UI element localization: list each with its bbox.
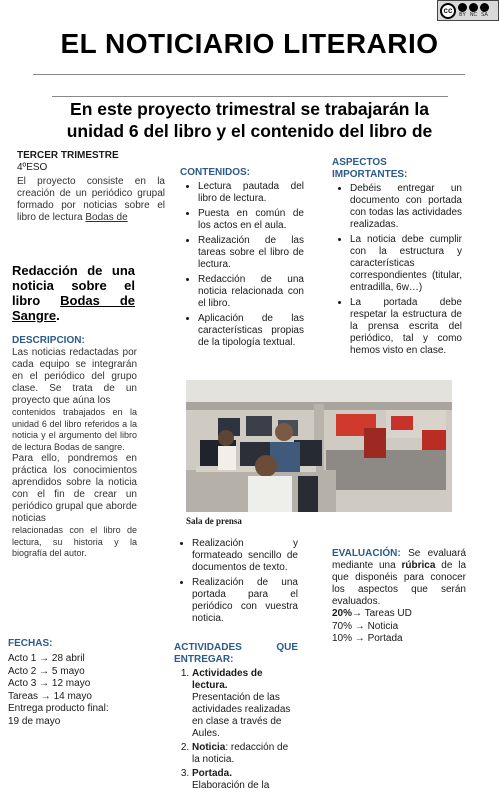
project-headline: Redacción de una noticia sobre el libro Bodas de Sangre. [12,263,135,323]
evaluacion-heading: EVALUACIÓN: [332,548,401,559]
nc-icon: NC [469,3,478,18]
aspectos-section [332,157,462,360]
descripcion-text-b: contenidos trabajados en la unidad 6 del libro referidos a la noticia y el argumento del libro de lectura Bodas de sangre. [12,407,137,452]
fechas-section [8,638,148,728]
rubrica-link[interactable]: rúbrica [401,560,436,571]
actividades-section [174,642,298,794]
evaluacion-section [332,548,466,646]
newsroom-photo-image [186,380,452,512]
descripcion-text-c: Para ello, pondremos en práctica los conocimientos aprendidos sobre la noticia con el fin de crear un periódico grupal que aborde noticias [12,453,137,524]
cc-icon: cc [440,3,456,19]
intro-link[interactable]: Bodas de [85,212,128,223]
fecha-item: Acto 3 → 12 mayo [8,678,91,689]
list-item: • Puesta en común de los actos en el aula. [198,208,304,232]
intro-text: El proyecto consiste en la creación de un periódico grupal formado por noticias sobre el libro de lectura Bodas de [17,176,165,223]
list-item: • Debéis entregar un documento con portada con todas las actividades realizadas. [350,183,462,231]
list-item: • Realización y formateado sencillo de documentos de texto. [192,538,298,574]
list-item: 1. Actividades de lectura. Presentación de las actividades realizadas en clase a través de Aules. [192,668,298,740]
fecha-item: Entrega producto final: [8,703,109,714]
fecha-item: Acto 1 → 28 abril [8,653,85,664]
descripcion-heading: DESCRIPCION: [12,335,85,346]
weight-item: 10% → Portada [332,633,403,644]
sa-icon: SA [480,3,489,18]
list-item: 2. Noticia: redacción de la noticia. [192,742,298,766]
list-item: • La noticia debe cumplir con la estructura y características correspondientes (titular, entradilla, 6w…) [350,234,462,294]
grade-label: 4ºESO [17,162,48,173]
contenidos-list [180,181,304,349]
aspectos-list [332,183,462,357]
term-label: TERCER TRIMESTRE [17,150,119,161]
subtitle-rule [52,96,448,97]
contenidos-list-2 [174,538,298,625]
contenidos-heading: CONTENIDOS: [180,167,250,178]
left-column-top [17,150,165,224]
list-item: 3. Portada. Elaboración de la [192,768,298,792]
list-item: • Realización de una portada para el periódico con vuestra noticia. [192,577,298,625]
evaluacion-text: EVALUACIÓN: Se evaluará mediante una rúbrica de la que disponéis para conocer los aspectos que serán evaluados. [332,548,467,607]
fechas-heading: FECHAS: [8,638,53,649]
newsroom-photo [186,380,452,512]
descripcion-section [12,335,137,560]
weight-item: 70% → Noticia [332,620,399,632]
by-icon: BY [458,3,467,18]
subtitle [0,98,499,142]
descripcion-text-d: relacionadas con el libro de lectura, su historia y la biografía del autor. [12,525,137,558]
actividades-list [174,668,298,792]
license-badge[interactable] [437,0,499,21]
subtitle-line-2: unidad 6 del libro y el contenido del libro de [66,121,433,141]
list-item: • La portada debe respetar la estructura de la prensa escrita del periódico, tal y como hemos visto en clase. [350,297,462,357]
fecha-item: 19 de mayo [8,715,61,727]
title-rule [33,74,465,75]
actividades-heading: ACTIVIDADES QUE ENTREGAR: [174,642,298,665]
subtitle-line-1: En este proyecto trimestral se trabajarán la [70,99,429,119]
book-link[interactable]: Bodas de Sangre [12,293,135,323]
fecha-item: Acto 2 → 5 mayo [8,665,85,677]
fecha-item: Tareas → 14 mayo [8,690,92,702]
list-item: • Aplicación de las características propias de la tipología textual. [198,313,304,349]
list-item: • Realización de las tareas sobre el libro de lectura. [198,235,304,271]
photo-caption: Sala de prensa [186,516,242,526]
contenidos-continued [174,538,298,628]
aspectos-heading: ASPECTOS IMPORTANTES: [332,157,408,180]
descripcion-text-a: Las noticias redactadas por cada equipo se integrarán en el periódico del grupo clase. Se trata de un proyecto que aúna los [12,347,137,406]
page-title: EL NOTICIARIO LITERARIO [60,28,439,59]
list-item: • Redacción de una noticia relacionada con el libro. [198,274,304,310]
list-item: • Lectura pautada del libro de lectura. [198,181,304,205]
contenidos-section [180,167,304,352]
weight-item: 20%→ Tareas UD [332,608,412,619]
